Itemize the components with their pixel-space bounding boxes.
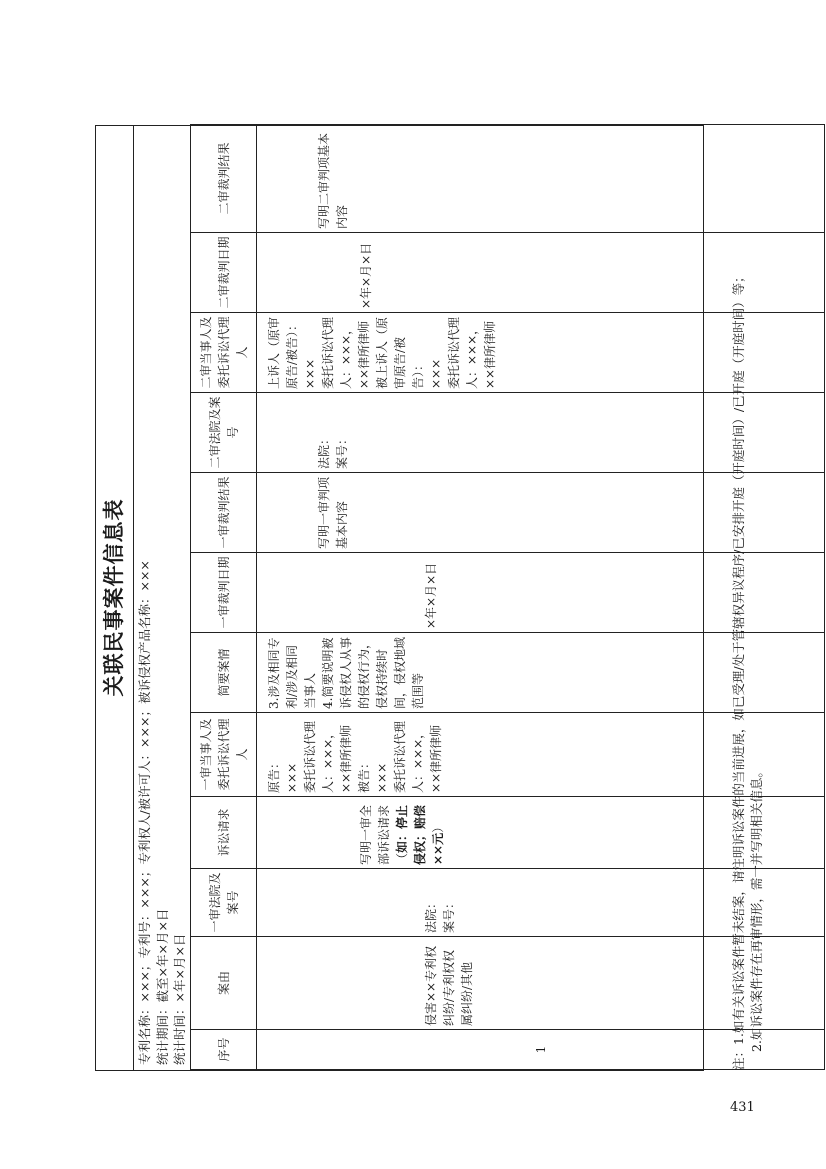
- cell-court2: 法院： 案号：: [257, 393, 825, 473]
- col-header: 简要案情: [191, 633, 257, 713]
- cell-result2: 写明二审判项基本内容: [257, 125, 825, 233]
- cell-result1: 写明一审判项基本内容: [257, 473, 825, 553]
- col-header: 二审当事人及委托诉讼代理人: [191, 313, 257, 393]
- col-header: 二审裁判结果: [191, 125, 257, 233]
- col-header: 一审裁判日期: [191, 553, 257, 633]
- cell-seq: 1: [257, 1030, 825, 1070]
- header-period-line: 统计期间：截至×年×月×日: [155, 908, 170, 1065]
- col-header: 诉讼请求: [191, 797, 257, 869]
- cell-court1: 法院： 案号：: [257, 869, 825, 937]
- rotated-table-area: [95, 125, 705, 1070]
- page-title: 关联民事案件信息表: [95, 125, 134, 1070]
- claims-bold-text: 如：停止侵权；赔偿××元: [395, 804, 445, 865]
- col-header: 案由: [191, 937, 257, 1030]
- col-header: 二审裁判日期: [191, 233, 257, 313]
- header-patent-line: 专利名称：×××；专利号：×××；专利权人/被许可人：×××；被诉侵权产品名称：×××: [137, 560, 152, 1065]
- cell-cause: 侵害××专利权纠纷/专利权权属纠纷/其他: [257, 937, 825, 1030]
- col-header: 一审法院及案号: [191, 869, 257, 937]
- table-header-row: [191, 125, 257, 1070]
- cell-date2: ×年×月×日: [257, 233, 825, 313]
- cell-parties2: 上诉人（原审原告/被告）： ××× 委托诉讼代理人：×××，××律所律师 被上诉人（原审原告/被告）： ××× 委托诉讼代理人：×××，××律所律师: [257, 313, 825, 393]
- col-header: 一审当事人及委托诉讼代理人: [191, 713, 257, 797]
- cell-claims: 写明一审全部诉讼请求（如：停止侵权；赔偿××元）: [257, 797, 825, 869]
- col-header: 二审法院及案号: [191, 393, 257, 473]
- cell-summary: 3.涉及相同专利/涉及相同当事人 4.简要说明被诉侵权人从事的侵权行为，侵权持续时间，侵权地域范围等: [257, 633, 825, 713]
- cell-parties1: 原告： ××× 委托诉讼代理人：×××，××律所律师 被告： ××× 委托诉讼代理人：×××，××律所律师: [257, 713, 825, 797]
- note-2: 2.如诉讼案件存在再审情形，需一并写明相关信息。: [749, 765, 764, 1052]
- header-stat-time-line: 统计时间：×年×月×日: [172, 933, 187, 1065]
- page-number: 431: [730, 1100, 755, 1115]
- col-header: 一审裁判结果: [191, 473, 257, 553]
- cell-date1: ×年×月×日: [257, 553, 825, 633]
- col-header: 序号: [191, 1030, 257, 1070]
- footnotes: [730, 130, 766, 1070]
- note-1: 注：1.如有关诉讼案件暂未结案，请注明诉讼案件的当前进展，如已受理/处于管辖权异议程序/已安排开庭（开庭时间）/已开庭（开庭时间）等；: [731, 270, 746, 1070]
